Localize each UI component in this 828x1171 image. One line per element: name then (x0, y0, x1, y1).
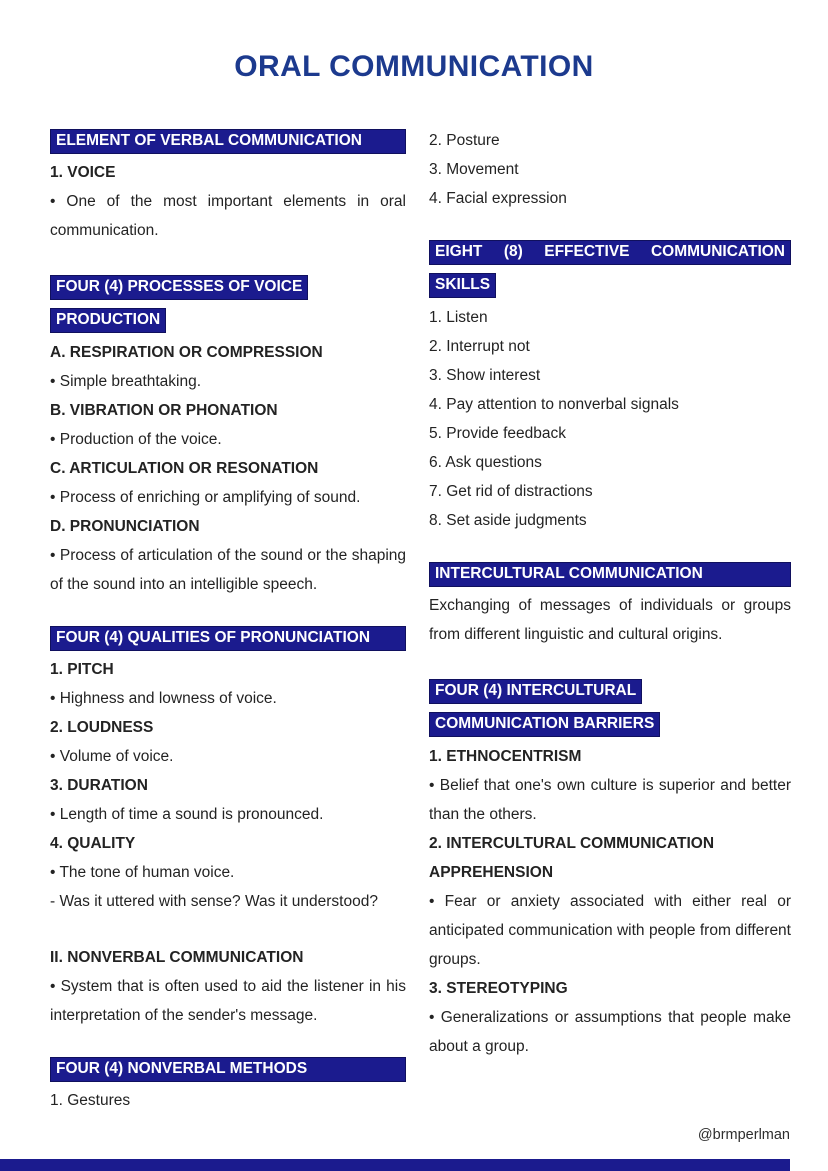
subheading: D. PRONUNCIATION (50, 518, 200, 535)
section-heading-line: FOUR (4) INTERCULTURAL (429, 676, 791, 704)
list-item: 1. Gestures (50, 1092, 131, 1109)
subheading: C. ARTICULATION OR RESONATION (50, 460, 319, 477)
subheading: B. VIBRATION OR PHONATION (50, 402, 278, 419)
subheading: 1. VOICE (50, 164, 116, 181)
left-column (50, 126, 406, 1115)
section-nonverbal-methods (50, 1057, 406, 1115)
credit-handle: @brmperlman (697, 1127, 790, 1143)
section-heading-line: EIGHT (8) EFFECTIVE COMMUNICATION (429, 240, 791, 265)
section-intercultural-communication (429, 562, 791, 649)
list-item: 5. Provide feedback (429, 425, 567, 442)
section-heading-line: FOUR (4) PROCESSES OF VOICE (50, 272, 406, 300)
subheading: 3. STEREOTYPING (429, 980, 568, 997)
subheading: II. NONVERBAL COMMUNICATION (50, 949, 304, 966)
section-nonverbal-communication (50, 943, 406, 1030)
section-intercultural-communication-barriers (429, 676, 791, 1061)
paragraph: • Belief that one's own culture is superior and better than the others. (429, 777, 791, 823)
paragraph: • Highness and lowness of voice. (50, 690, 277, 707)
right-column (429, 126, 791, 1115)
list-item: 6. Ask questions (429, 454, 542, 471)
subheading: 2. INTERCULTURAL COMMUNICATION APPREHENSION (429, 835, 715, 881)
paragraph: • Process of articulation of the sound or the shaping of the sound into an intelligible speech. (50, 547, 406, 593)
two-column-layout (0, 126, 828, 1115)
subheading: 4. QUALITY (50, 835, 136, 852)
paragraph: • One of the most important elements in oral communication. (50, 193, 406, 239)
section-heading-line: SKILLS (429, 270, 791, 298)
list-item: 2. Posture (429, 132, 500, 149)
bottom-accent-bar (0, 1159, 790, 1171)
paragraph: • Length of time a sound is pronounced. (50, 806, 324, 823)
paragraph: • Simple breathtaking. (50, 373, 202, 390)
list-item: 3. Movement (429, 161, 519, 178)
paragraph: • Production of the voice. (50, 431, 222, 448)
paragraph: • Process of enriching or amplifying of sound. (50, 489, 361, 506)
list-item: 1. Listen (429, 309, 488, 326)
section-element-of-verbal-communication (50, 129, 406, 245)
section-heading: FOUR (4) QUALITIES OF PRONUNCIATION (50, 626, 406, 651)
section-nonverbal-methods-continued (429, 126, 791, 213)
paragraph: • Generalizations or assumptions that people make about a group. (429, 1009, 791, 1055)
subheading: 1. ETHNOCENTRISM (429, 748, 582, 765)
section-heading-line: COMMUNICATION BARRIERS (429, 709, 791, 737)
paragraph: • Volume of voice. (50, 748, 174, 765)
paragraph: - Was it uttered with sense? Was it understood? (50, 893, 378, 910)
section-heading-line: PRODUCTION (50, 305, 406, 333)
list-item: 3. Show interest (429, 367, 541, 384)
paragraph: Exchanging of messages of individuals or groups from different linguistic and cultural origins. (429, 597, 791, 643)
list-item: 7. Get rid of distractions (429, 483, 593, 500)
list-item: 4. Facial expression (429, 190, 567, 207)
subheading: 1. PITCH (50, 661, 114, 678)
paragraph: • System that is often used to aid the listener in his interpretation of the sender's message. (50, 978, 406, 1024)
section-heading: FOUR (4) NONVERBAL METHODS (50, 1057, 406, 1082)
paragraph: • Fear or anxiety associated with either real or anticipated communication with people from different groups. (429, 893, 791, 968)
subheading: 3. DURATION (50, 777, 148, 794)
list-item: 2. Interrupt not (429, 338, 530, 355)
section-effective-communication-skills (429, 240, 791, 535)
list-item: 4. Pay attention to nonverbal signals (429, 396, 679, 413)
section-heading: INTERCULTURAL COMMUNICATION (429, 562, 791, 587)
page-title: ORAL COMMUNICATION (234, 50, 594, 83)
section-qualities-of-pronunciation (50, 626, 406, 916)
paragraph: • The tone of human voice. (50, 864, 235, 881)
list-item: 8. Set aside judgments (429, 512, 587, 529)
section-heading: ELEMENT OF VERBAL COMMUNICATION (50, 129, 406, 154)
subheading: 2. LOUDNESS (50, 719, 154, 736)
section-processes-of-voice-production (50, 272, 406, 599)
subheading: A. RESPIRATION OR COMPRESSION (50, 344, 323, 361)
